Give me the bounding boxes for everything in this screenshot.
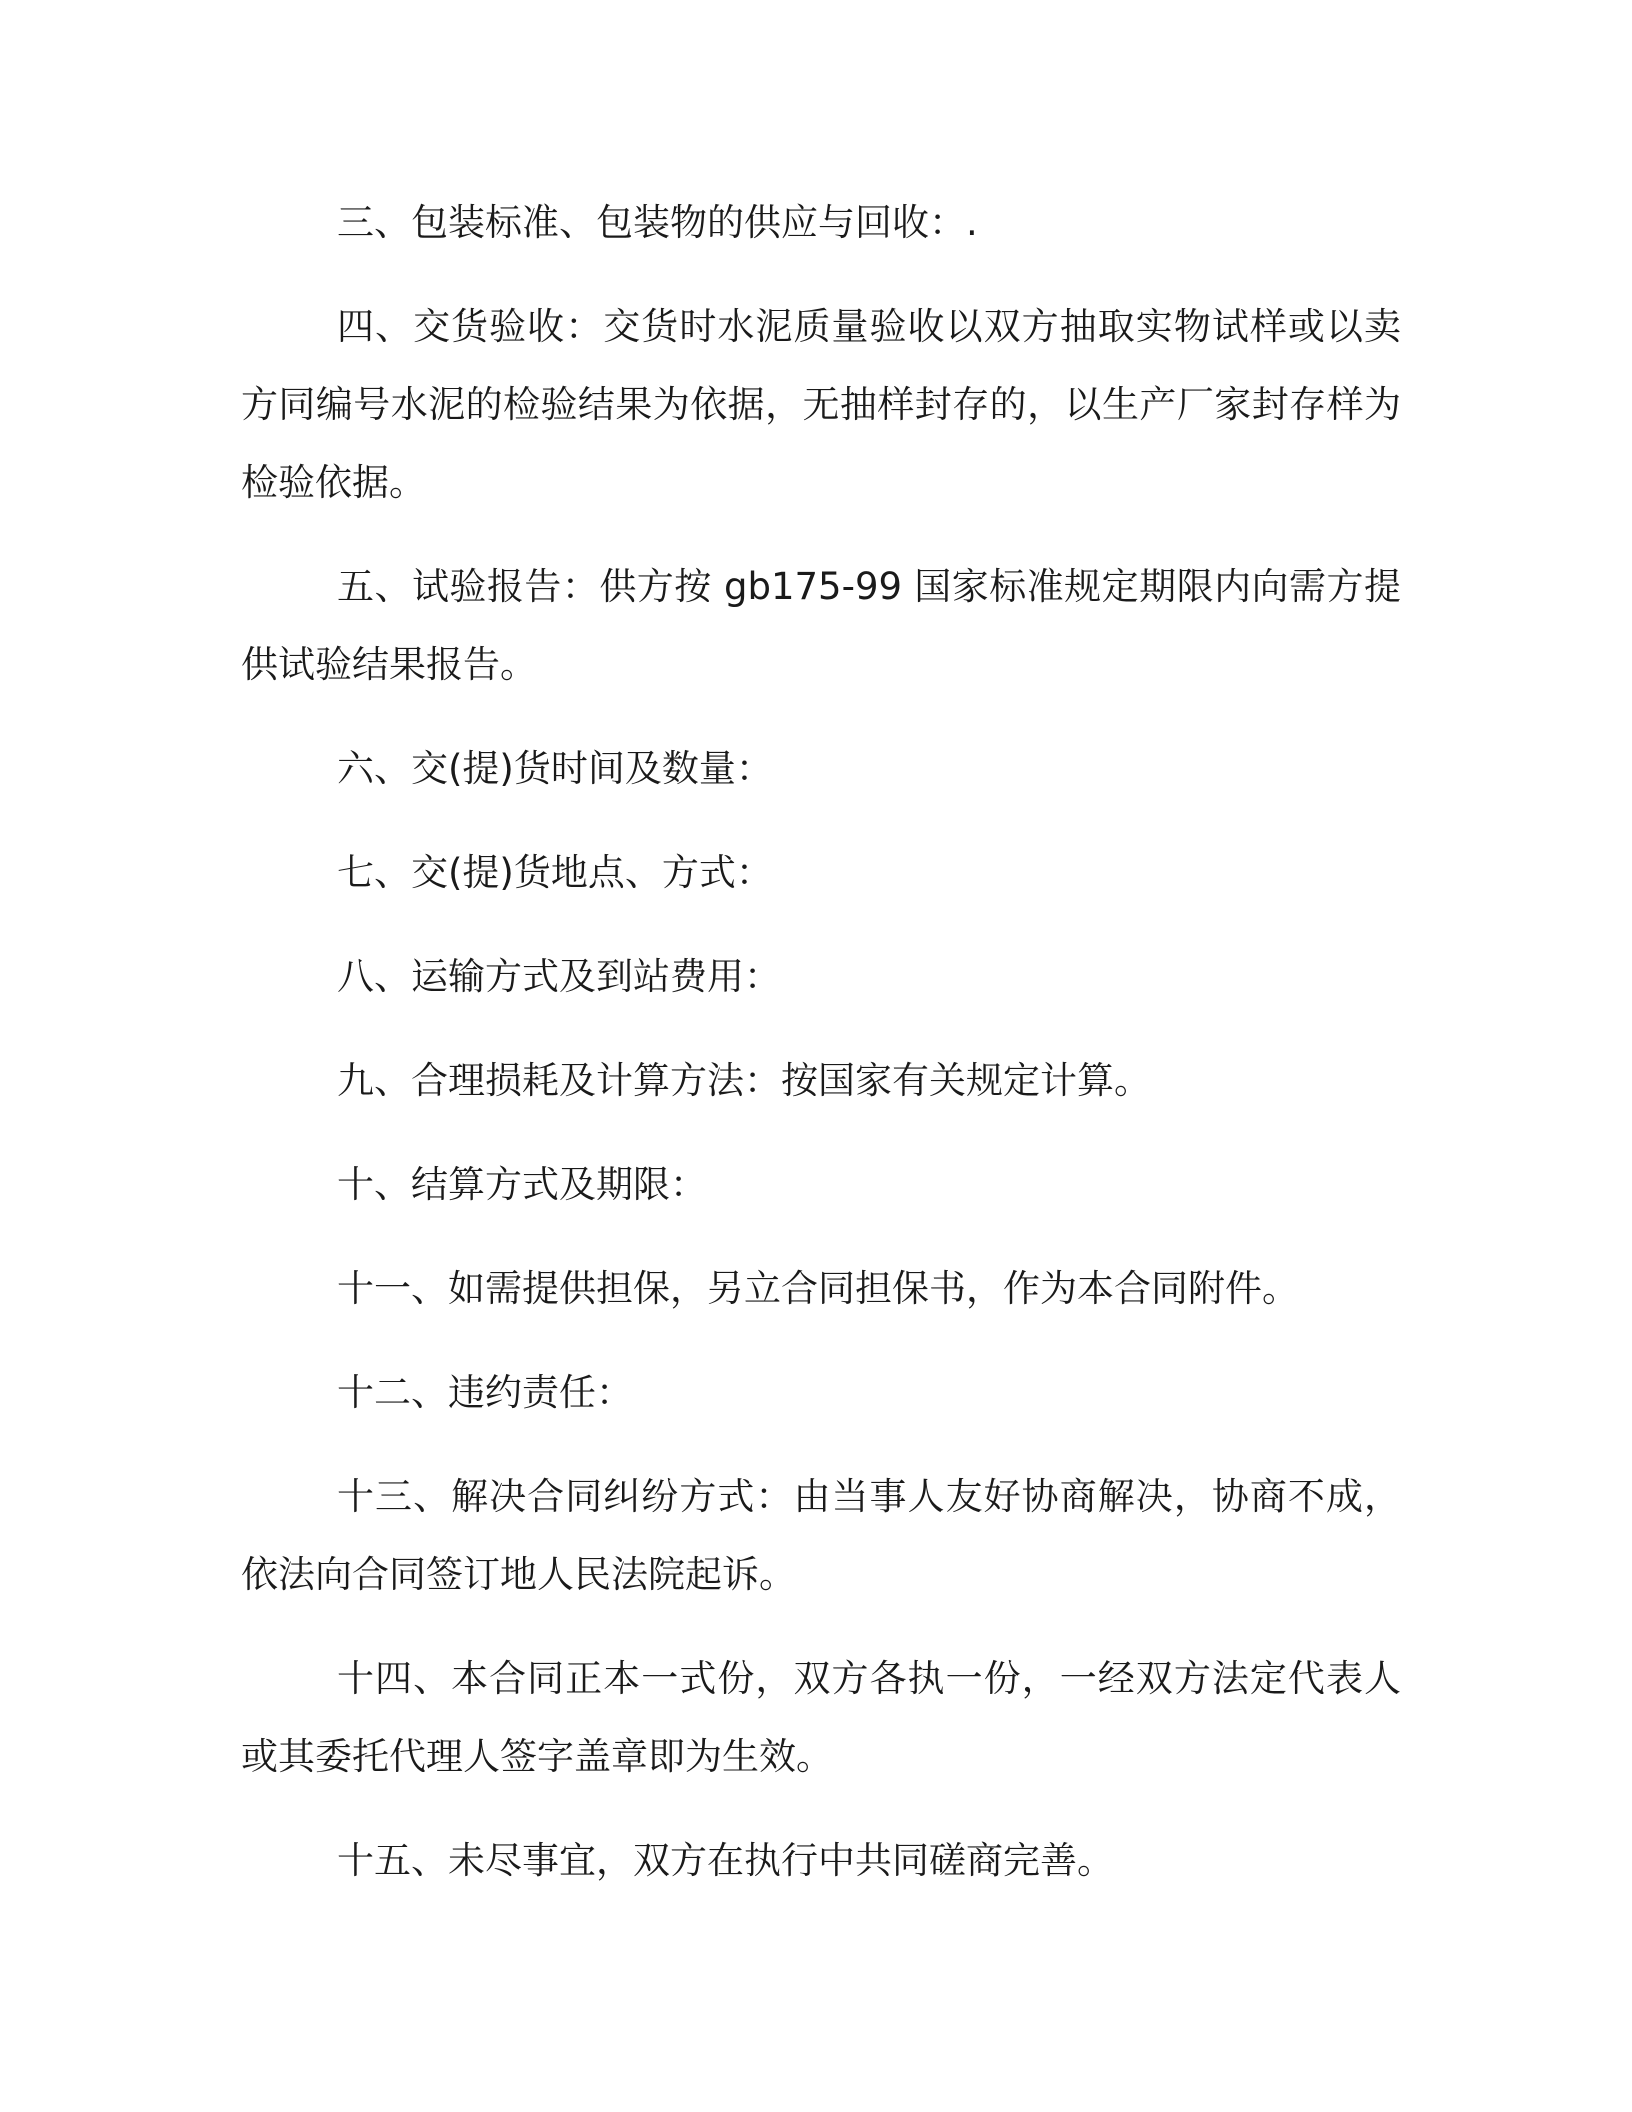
clause-7-delivery-location-method: 七、交(提)货地点、方式： <box>337 851 773 894</box>
clause-8-transport-fees: 八、运输方式及到站费用： <box>337 955 781 998</box>
clause-3-packaging: 三、包装标准、包装物的供应与回收：. <box>337 201 978 244</box>
clause-12-liability: 十二、违约责任： <box>337 1371 633 1414</box>
clause-10-settlement: 十、结算方式及期限： <box>337 1163 707 1206</box>
clause-4-delivery-acceptance: 四、交货验收：交货时水泥质量验收以双方抽取实物试样或以卖方同编号水泥的检验结果为依据，无抽样封存的，以生产厂家封存样为检验依据。 <box>241 305 1401 504</box>
clause-5-test-report: 五、试验报告：供方按 gb175-99 国家标准规定期限内向需方提供试验结果报告。 <box>241 565 1401 686</box>
clause-11-guarantee: 十一、如需提供担保，另立合同担保书，作为本合同附件。 <box>337 1267 1299 1310</box>
clause-14-contract-copies: 十四、本合同正本一式份，双方各执一份，一经双方法定代表人或其委托代理人签字盖章即为生效。 <box>241 1657 1401 1778</box>
document-body <box>241 184 1401 1926</box>
clause-9-losses-calculation: 九、合理损耗及计算方法：按国家有关规定计算。 <box>337 1059 1151 1102</box>
clause-15-other-matters: 十五、未尽事宜，双方在执行中共同磋商完善。 <box>337 1839 1114 1882</box>
clause-6-delivery-time-quantity: 六、交(提)货时间及数量： <box>337 747 773 790</box>
clause-13-dispute-resolution: 十三、解决合同纠纷方式：由当事人友好协商解决，协商不成，依法向合同签订地人民法院起诉。 <box>241 1475 1401 1596</box>
